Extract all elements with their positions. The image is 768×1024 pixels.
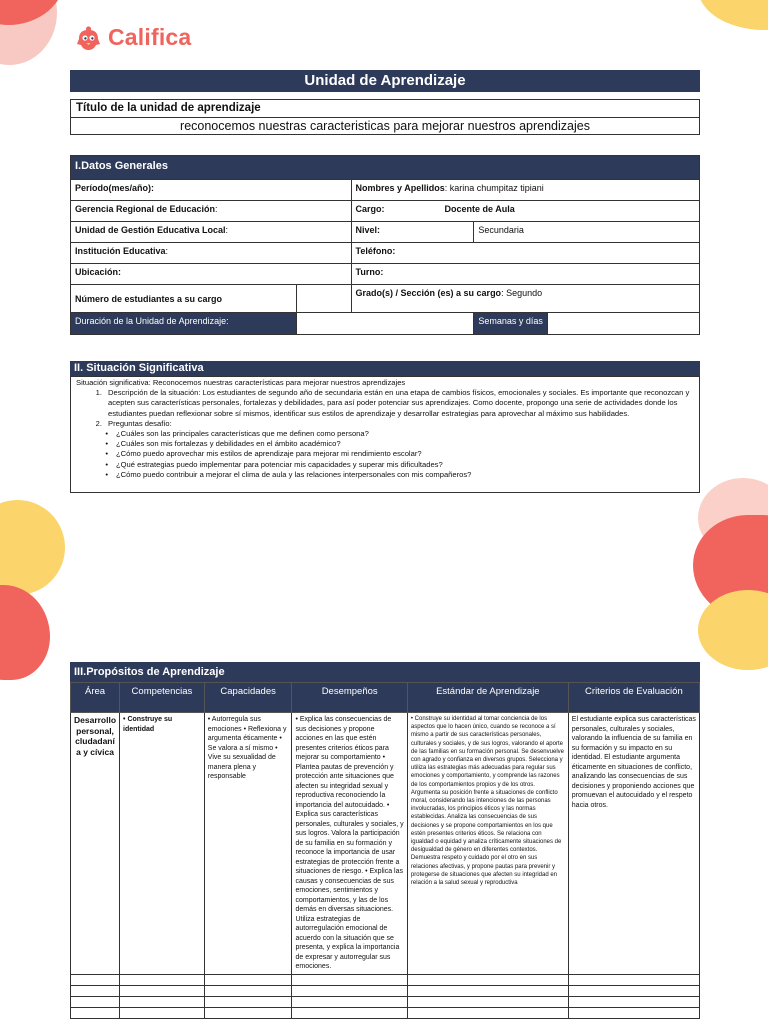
column-header: Área bbox=[71, 683, 120, 713]
institucion-label: Institución Educativa bbox=[75, 246, 166, 256]
nivel-label: Nivel: bbox=[355, 225, 381, 235]
list-item: • ¿Cómo puedo contribuir a mejorar el clima de aula y las relaciones interpersonales con mis compañeros? bbox=[76, 470, 694, 480]
list-item: • ¿Cuáles son las principales características que me definen como persona? bbox=[76, 429, 694, 439]
table-row bbox=[71, 996, 700, 1007]
brand-name: Califica bbox=[108, 24, 192, 50]
column-header: Estándar de Aprendizaje bbox=[407, 683, 568, 713]
decor-blob bbox=[698, 0, 768, 30]
num-estudiantes-label: Número de estudiantes a su cargo bbox=[75, 293, 223, 304]
preguntas-label: Preguntas desafío: bbox=[108, 418, 172, 428]
brand-logo[interactable] bbox=[75, 24, 191, 51]
area-cell: Desarrollo personal, cludadaní a y cívica bbox=[71, 713, 120, 975]
situacion-intro: Situación significativa: Reconocemos nuestras características para mejorar nuestros aprendizajes bbox=[76, 378, 406, 387]
table-header-row bbox=[71, 683, 700, 713]
list-item: • ¿Qué estrategias puedo implementar para potenciar mis capacidades y superar mis dificultades? bbox=[76, 460, 694, 470]
estandar-cell: • Construye su identidad al tomar conciencia de los aspectos que lo hacen único, cuando se reconoce a sí mismo a partir de sus características personales, culturales y sociales, y de sus logros, valorando el aporte de las familias en su formación personal. Se desenvuelve con agrado y confianza en diversos grupos. Selecciona y utiliza las estrategias más adecuadas para regular sus emociones y comportamiento, y comprende las razones de los comportamientos propios y de los otros. Argumenta su posición frente a situaciones de conflicto moral, considerando las intenciones de las personas involucradas, los principios éticos y las normas establecidas. Analiza las consecuencias de sus decisiones y se propone comportamientos en los que estén presentes criterios éticos. Se relaciona con igualdad o equidad y analiza críticamente situaciones de desigualdad de género en diferentes contextos. Demuestra respeto y cuidado por el otro en sus relaciones afectivas, y propone pautas para prevenir y protegerse de situaciones que afecten su integridad en relación a la salud sexual y reproductiva bbox=[407, 713, 568, 975]
bullet-icon: • bbox=[105, 449, 108, 459]
column-header: Capacidades bbox=[204, 683, 292, 713]
table-row bbox=[71, 1007, 700, 1018]
cargo-value: Docente de Aula bbox=[444, 204, 515, 214]
column-header: Criterios de Evaluación bbox=[568, 683, 699, 713]
semanas-label: Semanas y días bbox=[478, 316, 543, 326]
cargo-label: Cargo: bbox=[355, 204, 385, 214]
periodo-label: Período(mes/año): bbox=[75, 183, 155, 193]
nivel-value: Secundaria bbox=[478, 225, 524, 235]
bullet-icon: • bbox=[105, 439, 108, 449]
unit-title-value: reconocemos nuestras caracteristicas para mejorar nuestros aprendizajes bbox=[180, 119, 590, 133]
list-item: • ¿Cómo puedo aprovechar mis estilos de aprendizaje para mejorar mi rendimiento escolar? bbox=[76, 449, 694, 459]
datos-generales-heading: I.Datos Generales bbox=[71, 156, 700, 180]
column-header: Desempeños bbox=[292, 683, 407, 713]
column-header: Competencias bbox=[120, 683, 205, 713]
grado-value: : Segundo bbox=[501, 288, 543, 298]
table-row bbox=[71, 974, 700, 985]
nombres-label: Nombres y Apellidos bbox=[355, 183, 445, 193]
divider bbox=[71, 117, 699, 118]
unit-title-label: Título de la unidad de aprendizaje bbox=[76, 102, 261, 114]
propositos-table bbox=[70, 682, 700, 1019]
decor-blob bbox=[0, 585, 50, 680]
situacion-heading: II. Situación Significativa bbox=[70, 361, 700, 376]
ubicacion-label: Ubicación: bbox=[75, 267, 122, 277]
duracion-label: Duración de la Unidad de Aprendizaje: bbox=[75, 316, 229, 326]
list-item: • ¿Cuáles son mis fortalezas y debilidades en el ámbito académico? bbox=[76, 439, 694, 449]
gerencia-label: Gerencia Regional de Educación bbox=[75, 204, 216, 214]
bullet-icon: • bbox=[105, 469, 108, 479]
datos-generales-table: I.Datos Generales Período(mes/año): Nombres y Apellidos: karina chumpitaz tipiani Gerencia Regional de Educación: Cargo: Docente de Aula Unidad de Gestión Educativa Local: Nivel: Secundaria Institución Educativa: Teléfono: Ubicación: Turno: Número de estudiantes a su cargo Grado(s) / Sección (es) a su cargo: Segundo Duración de la Unidad de Aprendizaje: Semanas y días bbox=[70, 155, 700, 335]
unit-title-box bbox=[70, 99, 700, 135]
grado-label: Grado(s) / Sección (es) a su cargo bbox=[355, 288, 502, 298]
bird-mascot-icon bbox=[75, 25, 102, 51]
decor-blob bbox=[0, 500, 65, 595]
criterios-cell: El estudiante explica sus características personales, culturales y sociales, valorando la influencia de su familia en su formación y su impacto en su identidad. El estudiante argumenta éticamente en situaciones de conflicto, analizando las consecuencias de sus decisiones y proponiendo acciones que promuevan el autocuidado y el respeto hacia otros. bbox=[568, 713, 699, 975]
propositos-heading: III.Propósitos de Aprendizaje bbox=[70, 662, 700, 682]
table-row bbox=[71, 985, 700, 996]
document-title: Unidad de Aprendizaje bbox=[70, 70, 700, 92]
situacion-body bbox=[70, 376, 700, 493]
turno-label: Turno: bbox=[355, 267, 384, 277]
list-item: 1. Descripción de la situación: Los estudiantes de segundo año de secundaria están en una etapa de cambios físicos, emocionales y sociales. Es importante que reconozcan y acepten sus características personales, fortalezas y debilidades, para así poder potenciar sus aprendizajes. Como docente, propongo una serie de actividades donde los estudiantes puedan reflexionar sobre sí mismos, identificar sus estilos de aprendizaje y desarrollar estrategias para aprovechar al máximo sus habilidades. bbox=[76, 388, 694, 419]
capacidades-cell: • Autorregula sus emociones • Reflexiona y argumenta éticamente • Se valora a sí mismo • Vive su sexualidad de manera plena y responsable bbox=[204, 713, 292, 975]
desempenos-cell: • Explica las consecuencias de sus decisiones y propone acciones en las que estén presentes criterios éticos para mejorar su comportamiento • Plantea pautas de prevención y protección ante situaciones que afecten su integridad sexual y reproductiva reconociendo la importancia del autocuidado. • Explica sus características personales, culturales y sociales, y sus logros. Valora la participación de su familia en su formación y reconoce la importancia de usar estrategias de protección frente a situaciones de riesgo. • Explica las causas y consecuencias de sus emociones, sentimientos y comportamientos, y las de los demás en diversas situaciones. Utiliza estrategias de autorregulación emocional de acuerdo con la situación que se presenta, y explica la importancia de expresar y autorregular sus emociones. bbox=[292, 713, 407, 975]
competencias-cell: • Construye su identidad bbox=[120, 713, 205, 975]
telefono-label: Teléfono: bbox=[355, 246, 396, 256]
bullet-icon: • bbox=[105, 459, 108, 469]
situacion-descripcion: Descripción de la situación: Los estudiantes de segundo año de secundaria están en una etapa de cambios físicos, emocionales y sociales. Es importante que reconozcan y acepten sus características personales, fortalezas y debilidades, para así poder potenciar sus aprendizajes. Como docente, propongo una serie de actividades donde los estudiantes puedan reflexionar sobre sí mismos, identificar sus estilos de aprendizaje y desarrollar estrategias para aprovechar al máximo sus habilidades. bbox=[108, 388, 690, 418]
table-row bbox=[71, 713, 700, 975]
bullet-icon: • bbox=[105, 429, 108, 439]
nombres-value: : karina chumpitaz tipiani bbox=[444, 183, 544, 193]
ugel-label: Unidad de Gestión Educativa Local bbox=[75, 225, 226, 235]
list-item: 2. Preguntas desafío: bbox=[95, 418, 172, 428]
